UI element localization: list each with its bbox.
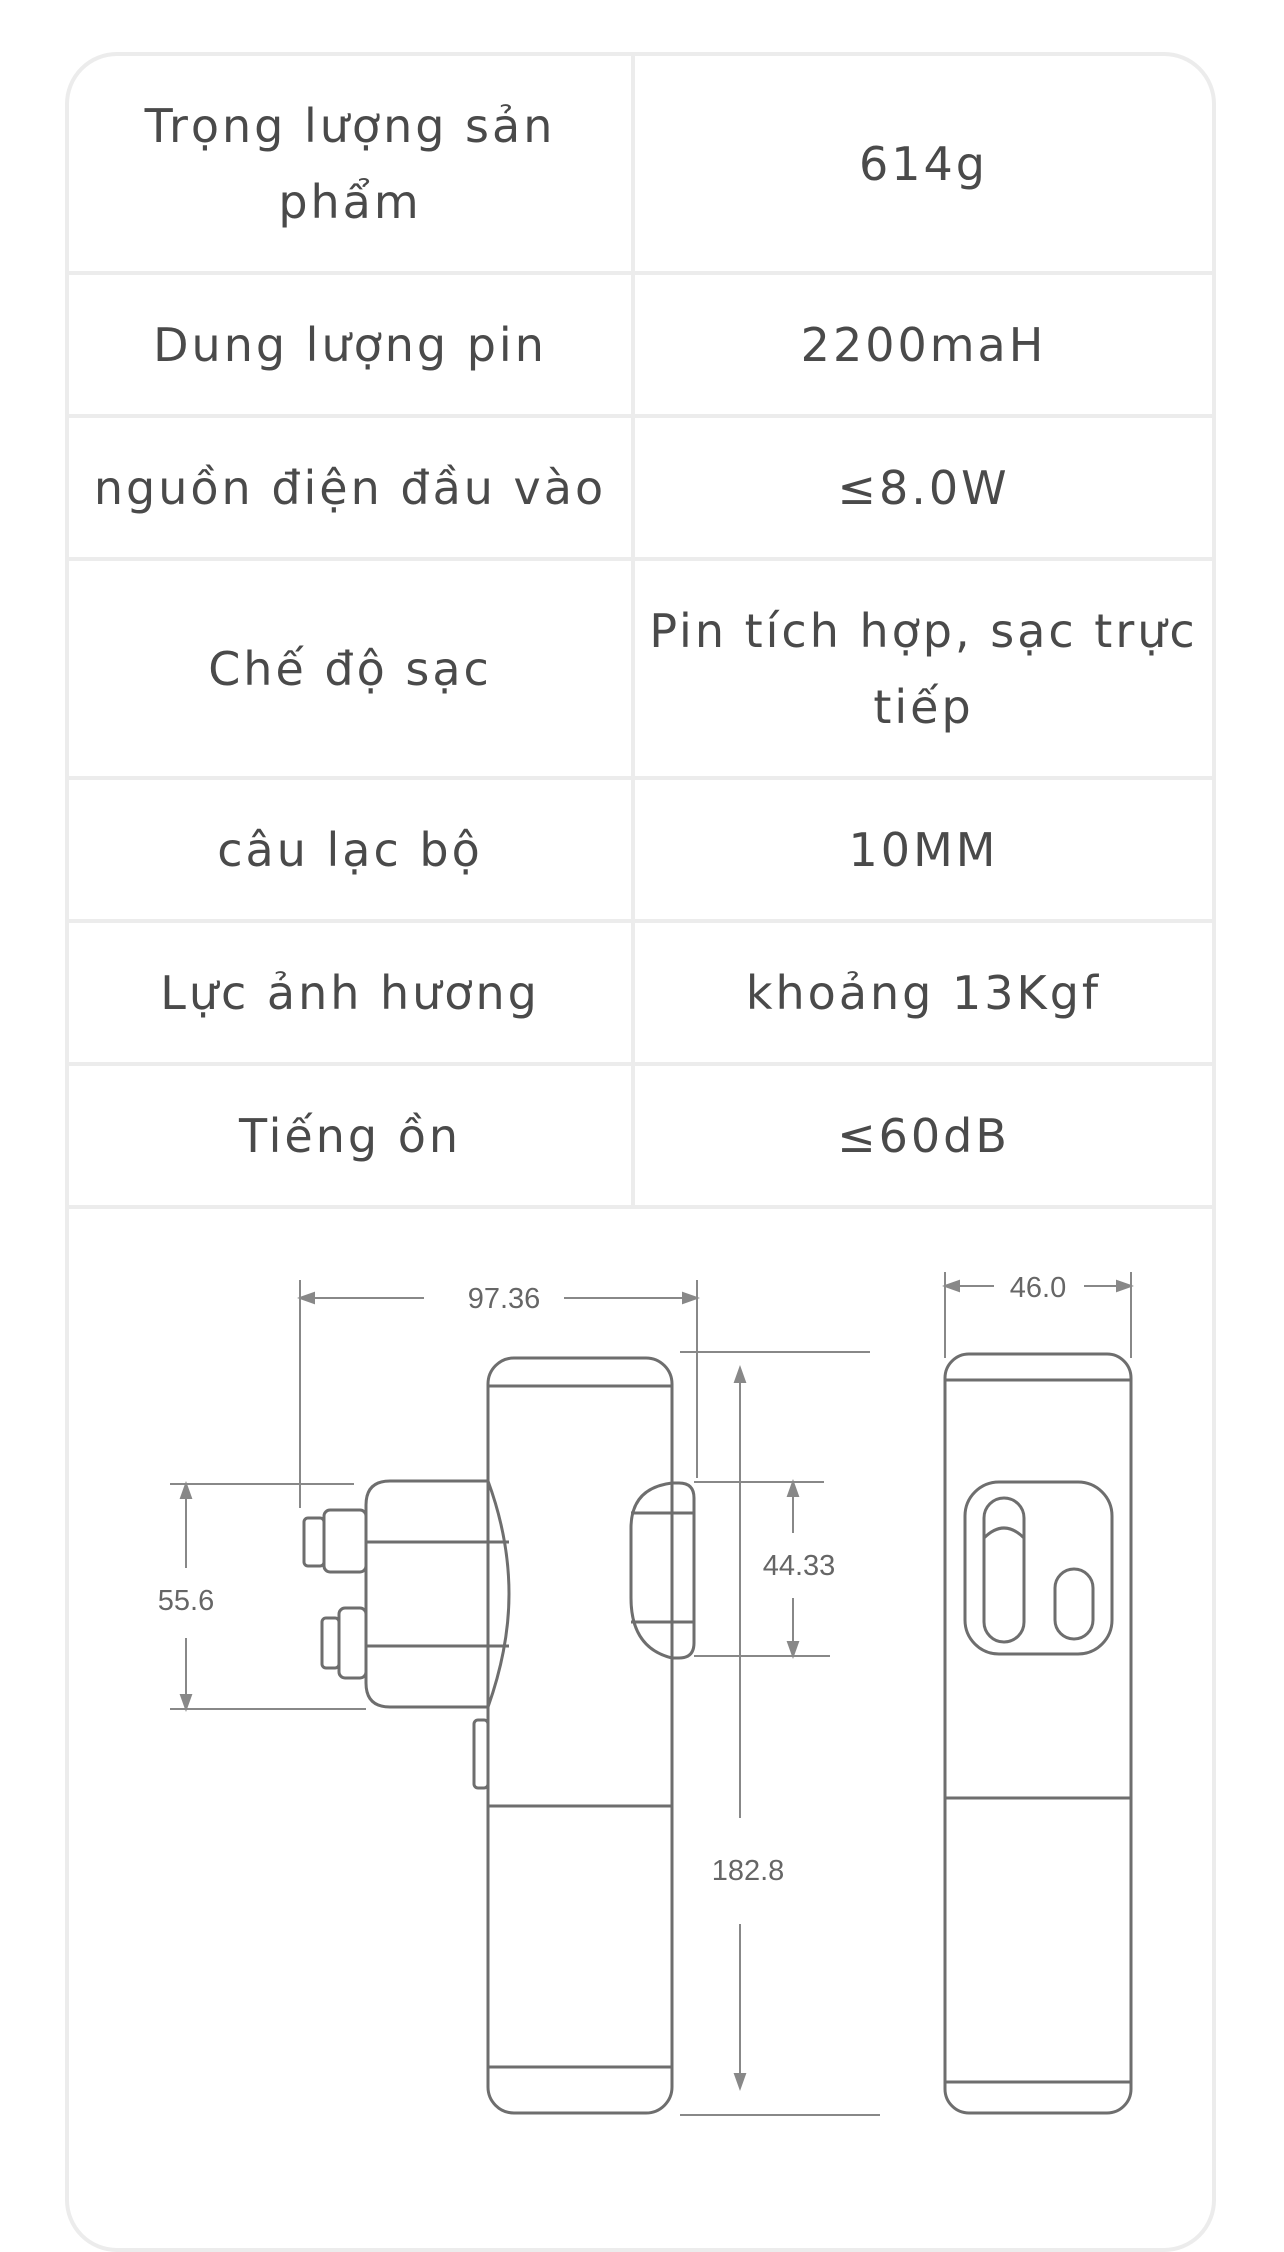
spec-label: Dung lượng pin (69, 273, 633, 416)
front-view (945, 1354, 1131, 2113)
spec-label: câu lạc bộ (69, 778, 633, 921)
spec-value: 614g (633, 56, 1212, 273)
spec-label: Trọng lượng sản phẩm (69, 56, 633, 273)
spec-row-charging-mode (69, 559, 1212, 778)
spec-value: khoảng 13Kgf (633, 921, 1212, 1064)
dim-total-height-label: 182.8 (711, 1855, 785, 1887)
dim-width-label: 97.36 (467, 1283, 541, 1315)
spec-label: Chế độ sạc (69, 559, 633, 778)
mode-button (1055, 1569, 1093, 1639)
massage-gun-diagram (65, 1209, 1216, 2169)
back-grip (631, 1483, 694, 1658)
dimension-drawing (69, 1209, 1212, 2169)
side-button (474, 1720, 488, 1788)
spec-value: 2200maH (633, 273, 1212, 416)
spec-value: ≤8.0W (633, 416, 1212, 559)
dim-grip-height-label: 44.33 (762, 1550, 836, 1582)
side-view (304, 1358, 694, 2113)
spec-row-weight (69, 56, 1212, 273)
spec-row-noise (69, 1064, 1212, 1207)
spec-value: 10MM (633, 778, 1212, 921)
dim-depth-label: 46.0 (1009, 1272, 1067, 1304)
spec-row-stroke (69, 778, 1212, 921)
massage-head-lower (339, 1608, 366, 1678)
spec-label: Lực ảnh hương (69, 921, 633, 1064)
spec-row-input-power (69, 416, 1212, 559)
dimension-lines (170, 1272, 1131, 2115)
spec-row-battery (69, 273, 1212, 416)
spec-row-impact-force (69, 921, 1212, 1064)
handle-body (488, 1358, 672, 2113)
front-body (945, 1354, 1131, 2113)
spec-value: ≤60dB (633, 1064, 1212, 1207)
power-slider (984, 1498, 1024, 1642)
spec-value: Pin tích hợp, sạc trực tiếp (633, 559, 1212, 778)
spec-card (65, 52, 1216, 2252)
dim-head-height-label: 55.6 (157, 1585, 215, 1617)
spec-label: Tiếng ồn (69, 1064, 633, 1207)
spec-label: nguồn điện đầu vào (69, 416, 633, 559)
massage-head-upper (324, 1510, 366, 1572)
spec-table (69, 56, 1212, 1209)
